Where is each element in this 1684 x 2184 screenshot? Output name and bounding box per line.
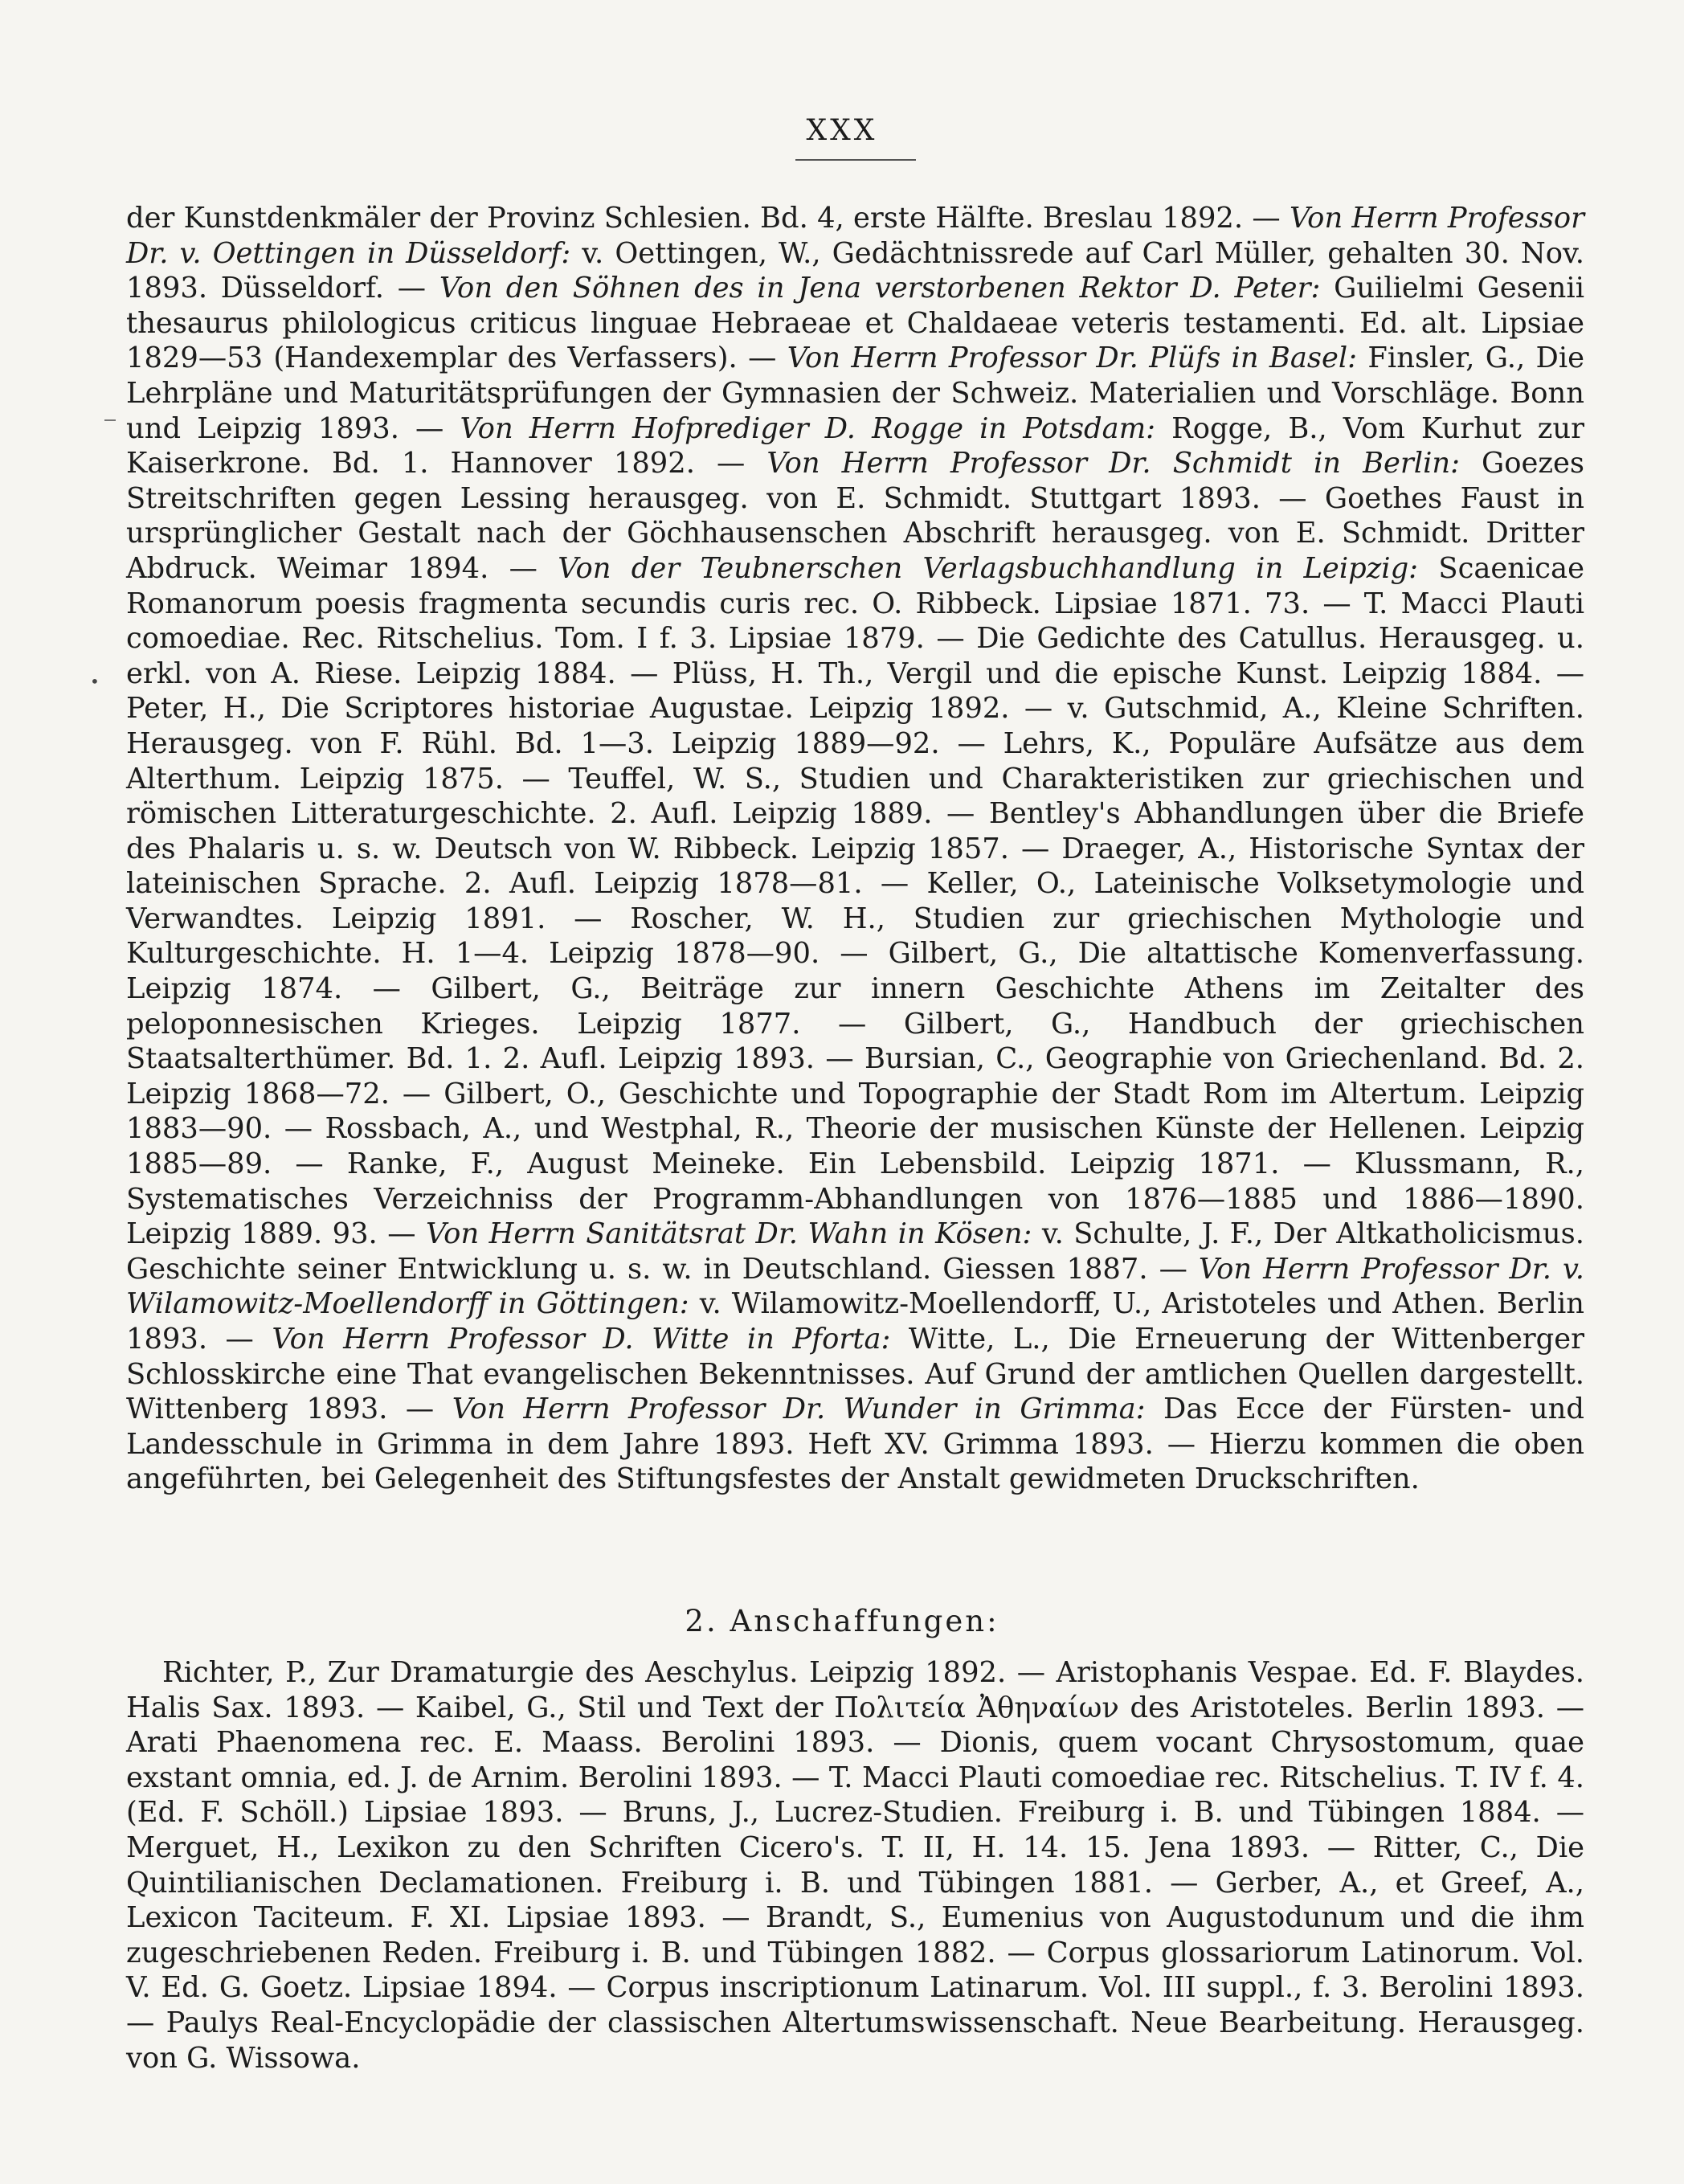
margin-mark-dash (104, 419, 116, 421)
text-run: des Aristoteles. Berlin 1893. — Arati Phaenomena rec. E. Maass. Berolini 1893. — Dionis, quem vocant Chrysostomum, quae exstant omnia, ed. J. de Arnim. Berolini 1893. — T. Macci Plauti comoediae rec. Ritschelius. T. IV f. 4. (Ed. F. Schöll.) Lipsiae 1893. — Bruns, J., Lucrez-Studien. Freiburg i. B. und Tübingen 1884. — Merguet, H., Lexikon zu den Schriften Cicero's. T. II, H. 14. 15. Jena 1893. — Ritter, C., Die Quintilianischen Declamationen. Freiburg i. B. und Tübingen 1881. — Gerber, A., et Greef, A., Lexicon Taciteum. F. XI. Lipsiae 1893. — Brandt, S., Eumenius von Augustodunum und die ihm zugeschriebenen Reden. Freiburg i. B. und Tübingen 1882. — Corpus glossariorum Latinorum. Vol. V. Ed. G. Goetz. Lipsiae 1894. — Corpus inscriptionum Latinarum. Vol. III suppl., f. 3. Berolini 1893. — Paulys Real-Encyclopädie der classischen Altertumswissenschaft. Neue Bearbeitung. Herausgeg. von G. Wissowa. (126, 1691, 1584, 2075)
text-run: v. Wilamowitz-Moellendorff, U., Aristoteles und Athen. Berlin 1893. — (126, 1287, 1584, 1356)
donor-attribution: Von Herrn Professor Dr. v. Wilamowitz-Moellendorff in Göttingen: (126, 1252, 1584, 1321)
donor-attribution: Von den Söhnen des in Jena verstorbenen Rektor D. Peter: (439, 272, 1321, 305)
donor-attribution: Von Herrn Sanitätsrat Dr. Wahn in Kösen: (425, 1217, 1032, 1251)
text-run: Das Ecce der Fürsten- und Landesschule in Grimma in dem Jahre 1893. Heft XV. Grimma 1893. — Hierzu kommen die oben angeführten, bei Gelegenheit des Stiftungsfestes der Anstalt gewidmeten Druckschriften. (126, 1393, 1584, 1496)
donor-attribution: Von Herrn Professor Dr. Plüfs in Basel: (787, 342, 1358, 375)
page-number: XXX (806, 114, 878, 147)
section-heading: 2. Anschaffungen: (685, 1604, 999, 1638)
donor-attribution: Von Herrn Professor D. Witte in Pforta: (272, 1323, 891, 1356)
text-run: Rogge, B., Vom Kurhut zur Kaiserkrone. Bd. 1. Hannover 1892. — (126, 411, 1584, 481)
text-run: der Kunstdenkmäler der Provinz Schlesien. Bd. 4, erste Hälfte. Breslau 1892. — (126, 202, 1290, 235)
donations-paragraph (126, 201, 1584, 1497)
text-run: Witte, L., Die Erneuerung der Wittenberger Schlosskirche eine That evangelischen Bekenntnisses. Auf Grund der amtlichen Quellen dargestellt. Wittenberg 1893. — (126, 1323, 1584, 1426)
donor-attribution: Von Herrn Professor Dr. v. Oettingen in Düsseldorf: (126, 202, 1585, 270)
text-run: Scaenicae Romanorum poesis fragmenta secundis curis rec. O. Ribbeck. Lipsiae 1871. 73. — T. Macci Plauti comoediae. Rec. Ritschelius. Tom. I f. 3. Lipsiae 1879. — Die Gedichte des Catullus. Herausgeg. u. erkl. von A. Riese. Leipzig 1884. — Plüss, H. Th., Vergil und die epische Kunst. Leipzig 1884. — Peter, H., Die Scriptores historiae Augustae. Leipzig 1892. — v. Gutschmid, A., Kleine Schriften. Herausgeg. von F. Rühl. Bd. 1—3. Leipzig 1889—92. — Lehrs, K., Populäre Aufsätze aus dem Alterthum. Leipzig 1875. — Teuffel, W. S., Studien und Charakteristiken zur griechischen und römischen Litteraturgeschichte. 2. Aufl. Leipzig 1889. — Bentley's Abhandlungen über die Briefe des Phalaris u. s. w. Deutsch von W. Ribbeck. Leipzig 1857. — Draeger, A., Historische Syntax der lateinischen Sprache. 2. Aufl. Leipzig 1878—81. — Keller, O., Lateinische Volksetymologie und Verwandtes. Leipzig 1891. — Roscher, W. H., Studien zur griechischen Mythologie und Kulturgeschichte. H. 1—4. Leipzig 1878—90. — Gilbert, G., Die altattische Komenverfassung. Leipzig 1874. — Gilbert, G., Beiträge zur innern Geschichte Athens im Zeitalter des peloponnesischen Krieges. Leipzig 1877. — Gilbert, G., Handbuch der griechischen Staatsalterthümer. Bd. 1. 2. Aufl. Leipzig 1893. — Bursian, C., Geographie von Griechenland. Bd. 2. Leipzig 1868—72. — Gilbert, O., Geschichte und Topographie der Stadt Rom im Altertum. Leipzig 1883—90. — Rossbach, A., und Westphal, R., Theorie der musischen Künste der Hellenen. Leipzig 1885—89. — Ranke, F., August Meineke. Ein Lebensbild. Leipzig 1871. — Klussmann, R., Systematisches Verzeichniss der Programm-Abhandlungen von 1876—1885 und 1886—1890. Leipzig 1889. 93. — (126, 551, 1584, 1251)
text-run: Goezes Streitschriften gegen Lessing herausgeg. von E. Schmidt. Stuttgart 1893. — Goethes Faust in ursprünglicher Gestalt nach der Göchhausenschen Abschrift herausgeg. von E. Schmidt. Dritter Abdruck. Weimar 1894. — (126, 447, 1584, 585)
text-run: Finsler, G., Die Lehrpläne und Maturitätsprüfungen der Gymnasien der Schweiz. Materialien und Vorschläge. Bonn und Leipzig 1893. — (126, 342, 1584, 445)
text-run: Richter, P., Zur Dramaturgie des Aeschylus. Leipzig 1892. — Aristophanis Vespae. Ed. F. Blaydes. Halis Sax. 1893. — Kaibel, G., Stil und Text der (126, 1656, 1584, 1724)
donor-attribution: Von Herrn Hofprediger D. Rogge in Potsdam: (460, 411, 1156, 445)
text-run: v. Oettingen, W., Gedächtnissrede auf Carl Müller, gehalten 30. Nov. 1893. Düsseldorf. — (126, 236, 1584, 305)
text-run: v. Schulte, J. F., Der Altkatholicismus. Geschichte seiner Entwicklung u. s. w. in Deutschland. Giessen 1887. — (126, 1217, 1584, 1286)
text-run: Guilielmi Gesenii thesaurus philologicus criticus linguae Hebraeae et Chaldaeae veteris testamenti. Ed. alt. Lipsiae 1829—53 (Handexemplar des Verfassers). — (126, 272, 1584, 375)
donor-attribution: Πολιτεία Ἀθηναίων (834, 1691, 1119, 1724)
page-number-rule (795, 159, 916, 161)
donor-attribution: Von der Teubnerschen Verlagsbuchhandlung in Leipzig: (558, 551, 1419, 585)
donor-attribution: Von Herrn Professor Dr. Schmidt in Berlin: (766, 447, 1460, 481)
donor-attribution: Von Herrn Professor Dr. Wunder in Grimma: (452, 1393, 1146, 1426)
margin-mark-dot: • (90, 672, 100, 691)
acquisitions-paragraph (126, 1655, 1584, 2076)
